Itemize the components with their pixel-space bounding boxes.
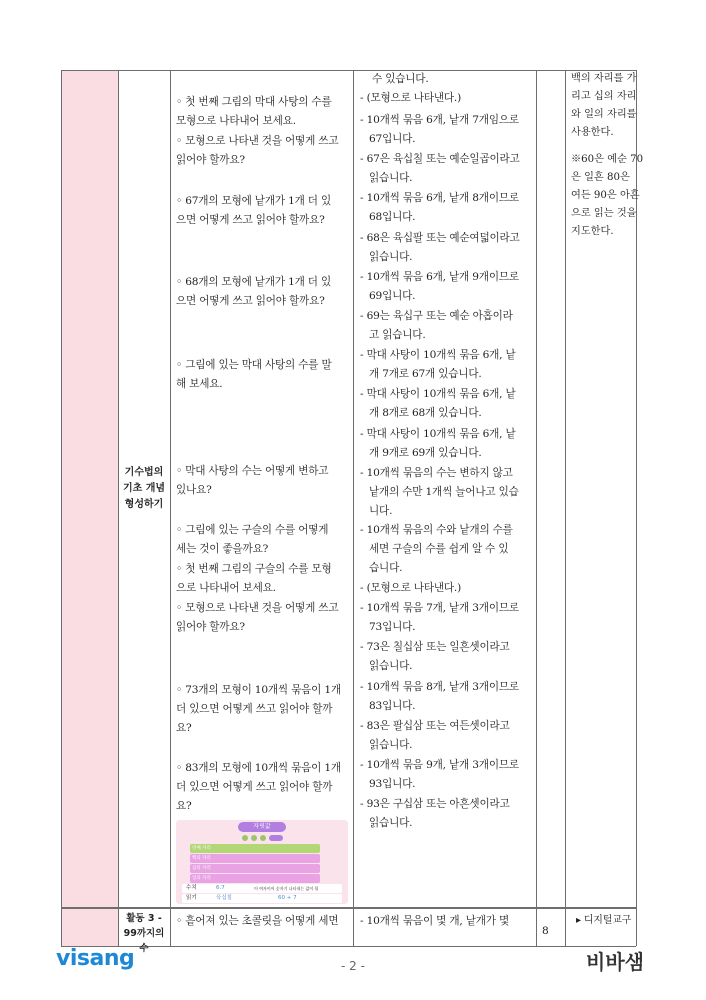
stage-label: 기수법의 기초 개념 형성하기 [122,467,166,510]
answer-6: - 10개씩 묶음 6개, 낱개 9개이므로 69입니다. [360,268,519,306]
question-3: ◦ 67개의 모형에 낱개가 1개 더 있 으면 어떻게 쓰고 읽어야 할까요? [176,192,331,230]
answer-9: - 막대 사탕이 10개씩 묶음 6개, 낱 개 8개로 68개 있습니다. [360,385,516,423]
question-12: ◦ 흩어져 있는 초콜릿을 어떻게 세면 [176,912,338,931]
question-2: ◦ 모형으로 나타낸 것을 어떻게 쓰고 읽어야 할까요? [176,132,338,170]
answer-18: - 10개씩 묶음 9개, 낱개 3개이므로 93입니다. [360,756,519,794]
thumbnail-title: 자릿값 [238,822,286,832]
first-column-fill-next [61,908,118,946]
thumbnail-row-3: 십의 자리 [190,864,320,873]
question-1: ◦ 첫 번째 그림의 막대 사탕의 수를 모형으로 나타내어 보세요. [176,93,332,131]
note-top: 백의 자리를 가 리고 십의 자리 와 일의 자리를 사용한다. [571,73,637,138]
row-divider [61,907,636,909]
question-8: ◦ 첫 번째 그림의 구슬의 수를 모형 으로 나타내어 보세요. [176,560,332,598]
answer-1: - (모형으로 나타낸다.) [360,89,461,108]
question-11: ◦ 83개의 모형에 10개씩 묶음이 1개 더 있으면 어떻게 쓰고 읽어야 할까 요? [176,759,341,817]
question-7: ◦ 그림에 있는 구슬의 수를 어떻게 세는 것이 좋을까요? [176,521,328,559]
question-9: ◦ 모형으로 나타낸 것을 어떻게 쓰고 읽어야 할까요? [176,599,338,637]
thumbnail-value-row: 수치 6.7 이 여자이어 숫자기 나타내는 값이 될 [182,884,342,893]
question-6: ◦ 막대 사탕의 수는 어떻게 변하고 있나요? [176,462,328,500]
thumbnail-reading-row: 읽기 육십칠 60 + 7 [182,894,342,903]
question-4: ◦ 68개의 모형에 낱개가 1개 더 있 으면 어떻게 쓰고 읽어야 할까요? [176,273,331,311]
page-number: - 2 - [341,959,365,973]
col-border-5 [565,70,566,946]
col-border-0 [61,70,62,946]
answer-13: - (모형으로 나타낸다.) [360,579,461,598]
thumbnail-row-2: 백의 자리 [190,854,320,863]
answer-20: - 10개씩 묶음이 몇 개, 낱개가 몇 [360,912,509,931]
answer-continuation: 수 있습니다. [372,73,429,85]
answer-3: - 67은 육십칠 또는 예순일곱이라고 읽습니다. [360,150,520,188]
next-stage-label: 활동 3 - 99까지의 수 [123,913,165,954]
vivasam-logo: 비바샘 [586,950,644,974]
answer-16: - 10개씩 묶음 8개, 낱개 3개이므로 83입니다. [360,678,519,716]
first-column-fill [61,70,118,907]
answer-10: - 막대 사탕이 10개씩 묶음 6개, 낱 개 9개로 69개 있습니다. [360,425,516,463]
answer-7: - 69는 육십구 또는 예순 아홉이라 고 읽습니다. [360,307,513,345]
answer-2: - 10개씩 묶음 6개, 낱개 7개임으로 67입니다. [360,111,519,149]
answer-8: - 막대 사탕이 10개씩 묶음 6개, 낱 개 7개로 67개 있습니다. [360,346,516,384]
answer-14: - 10개씩 묶음 7개, 낱개 3개이므로 73입니다. [360,599,519,637]
answer-11: - 10개씩 묶음의 수는 변하지 않고 낱개의 수만 1개씩 늘어나고 있습 니다. [360,464,519,522]
col-border-3 [353,70,354,946]
table-top-border [61,70,636,71]
answer-4: - 10개씩 묶음 6개, 낱개 8개이므로 68입니다. [360,189,519,227]
time-minutes: 8 [542,925,549,937]
visang-logo: visang [56,946,135,971]
answer-17: - 83은 팔십삼 또는 여든셋이라고 읽습니다. [360,717,510,755]
answer-12: - 10개씩 묶음의 수와 낱개의 수를 세면 구슬의 수를 쉽게 알 수 있 습니다. [360,521,513,579]
thumbnail-buttons [242,835,286,841]
col-border-2 [170,70,171,946]
answer-5: - 68은 육십팔 또는 예순여덟이라고 읽습니다. [360,229,520,267]
answer-19: - 93은 구십삼 또는 아흔셋이라고 읽습니다. [360,795,510,833]
thumbnail-row-1: 번째 자리 [190,844,320,853]
material-digital: ▸ 디지털교구 [576,911,631,930]
note-remark: ※60은 예순 70 은 일흔 80은 여든 90은 아흔 으로 읽는 것을 지도한다. [571,154,644,237]
thumbnail-row-4: 일의 자리 [190,874,320,883]
question-5: ◦ 그림에 있는 막대 사탕의 수를 말 해 보세요. [176,356,332,394]
col-border-4 [536,70,537,946]
digital-tool-thumbnail [176,820,348,904]
answer-15: - 73은 칠십삼 또는 일흔셋이라고 읽습니다. [360,638,510,676]
question-10: ◦ 73개의 모형이 10개씩 묶음이 1개 더 있으면 어떻게 쓰고 읽어야 할까 요? [176,681,341,739]
